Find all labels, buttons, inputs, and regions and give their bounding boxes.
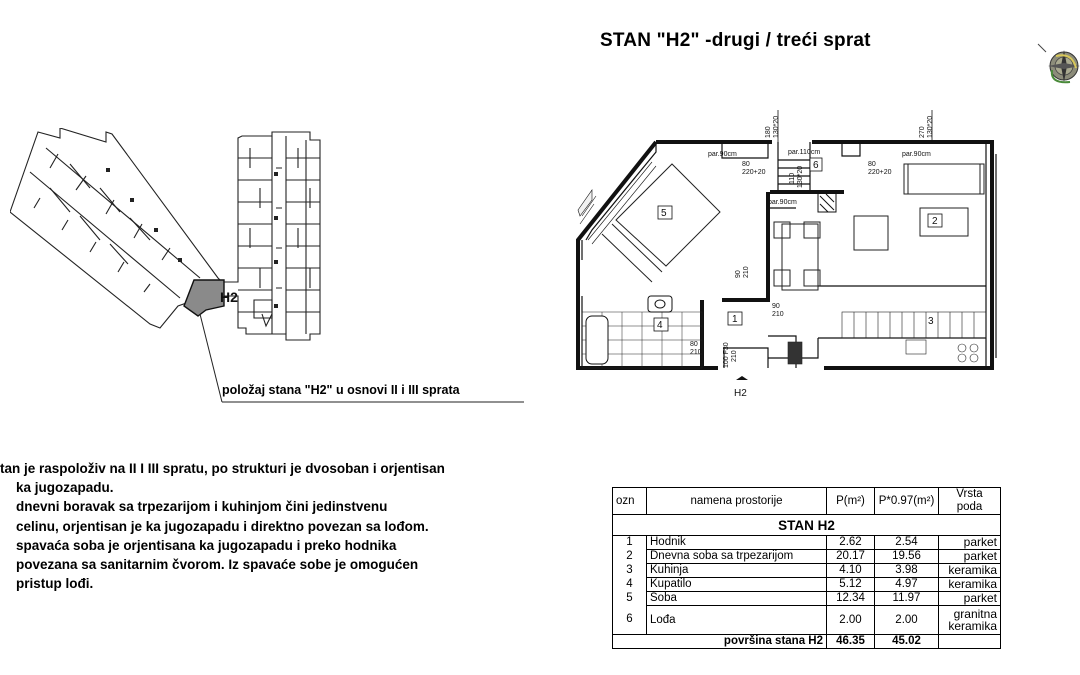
header-room-name: namena prostorije [647, 488, 827, 515]
entry-arrow-icon [736, 376, 748, 380]
dim-label: 210 [690, 349, 702, 356]
cell-area: 2.62 [827, 536, 875, 550]
cell-room-name: Dnevna soba sa trpezarijom [647, 550, 827, 564]
cell-ozn: 2 [613, 550, 647, 564]
cell-area-reduced: 2.00 [875, 606, 939, 635]
table-total-row [613, 635, 1001, 649]
dim-label: 80 [690, 341, 698, 348]
cell-ozn: 1 [613, 536, 647, 550]
total-area-reduced: 45.02 [875, 635, 939, 649]
building-site-plan [10, 128, 330, 358]
table-row [613, 550, 1001, 564]
cell-area: 20.17 [827, 550, 875, 564]
cell-floor-type: parket [939, 592, 1001, 606]
header-ozn: ozn [613, 488, 647, 515]
cell-floor-type [939, 606, 1001, 635]
apartment-h2-highlight [184, 280, 224, 316]
cell-ozn: 4 [613, 578, 647, 592]
cell-floor-type: keramika [939, 578, 1001, 592]
cell-area-reduced: 3.98 [875, 564, 939, 578]
cell-ozn: 6 [613, 606, 647, 635]
dim-label: 220+20 [742, 169, 766, 176]
dim-label: par.90cm [708, 151, 737, 158]
page-title: STAN "H2" -drugi / treći sprat [600, 30, 871, 51]
entry-label: H2 [734, 388, 747, 399]
table-row [613, 592, 1001, 606]
location-caption: položaj stana "H2" u osnovi II i III sprata [222, 383, 460, 397]
cell-area-reduced: 2.54 [875, 536, 939, 550]
room-area-table [612, 487, 1000, 649]
description-line: ka jugozapadu. [16, 480, 114, 496]
dim-label: 100 F30 [723, 342, 730, 368]
room-number-1: 1 [732, 314, 738, 325]
header-area-reduced: P*0.97(m²) [875, 488, 939, 515]
cell-area: 4.10 [827, 564, 875, 578]
cell-area-reduced: 4.97 [875, 578, 939, 592]
dim-label: par.110cm [788, 149, 821, 156]
dim-label: 210 [743, 266, 750, 278]
description-line: povezana sa sanitarnim čvorom. Iz spavaće sobe je omogućen [16, 557, 419, 573]
cell-ozn: 3 [613, 564, 647, 578]
cell-area: 12.34 [827, 592, 875, 606]
table-row [613, 536, 1001, 550]
dim-label: 210 [772, 311, 784, 318]
room-number-4: 4 [657, 320, 663, 331]
cell-floor-type-line: keramika [948, 619, 997, 633]
dim-label: par.90cm [768, 199, 797, 206]
dim-label: 180 [765, 126, 772, 138]
cell-floor-type: parket [939, 536, 1001, 550]
cell-floor-type: parket [939, 550, 1001, 564]
room-number-6: 6 [813, 160, 819, 171]
table-row [613, 578, 1001, 592]
cell-area-reduced: 11.97 [875, 592, 939, 606]
total-label: površina stana H2 [613, 635, 827, 649]
total-area: 46.35 [827, 635, 875, 649]
dim-label: 130*20 [927, 115, 934, 138]
room-number-2: 2 [932, 216, 938, 227]
header-area: P(m²) [827, 488, 875, 515]
dim-label: 90 [772, 303, 780, 310]
dim-label: 80 [868, 161, 876, 168]
description-line: pristup lođi. [16, 576, 94, 592]
dim-label: 220+20 [868, 169, 892, 176]
description-line: tan je raspoloživ na II I III spratu, po strukturi je dvosoban i orjentisan [0, 461, 445, 476]
cell-area-reduced: 19.56 [875, 550, 939, 564]
table-section-title: STAN H2 [613, 515, 1001, 536]
dim-label: 130*20 [797, 165, 804, 188]
cell-area: 2.00 [827, 606, 875, 635]
dim-label: par.90cm [902, 151, 931, 158]
cell-room-name: Kuhinja [647, 564, 827, 578]
cell-room-name: Kupatilo [647, 578, 827, 592]
cell-room-name: Lođa [647, 606, 827, 635]
dim-label: 210 [731, 350, 738, 362]
cell-floor-type: keramika [939, 564, 1001, 578]
dim-label: 90 [735, 270, 742, 278]
cell-area: 5.12 [827, 578, 875, 592]
site-plan-apartment-label: H2 [220, 289, 238, 305]
cell-room-name: Soba [647, 592, 827, 606]
room-number-5: 5 [661, 208, 667, 219]
description-line: celinu, orjentisan je ka jugozapadu i direktno povezan sa lođom. [16, 518, 429, 534]
dim-label: 130*20 [773, 115, 780, 138]
cell-room-name: Hodnik [647, 536, 827, 550]
table-row [613, 606, 1001, 635]
header-floor-type: Vrsta poda [939, 488, 1001, 515]
description-line: dnevni boravak sa trpezarijom i kuhinjom čini jedinstvenu [16, 499, 388, 515]
dim-label: 80 [742, 161, 750, 168]
apartment-description [0, 459, 540, 593]
room-number-3: 3 [928, 316, 934, 327]
description-line: spavaća soba je orjentisana ka jugozapadu i preko hodnika [16, 537, 397, 553]
table-row [613, 564, 1001, 578]
apartment-floor-plan [572, 100, 1042, 400]
dim-label: 270 [919, 126, 926, 138]
cell-ozn: 5 [613, 592, 647, 606]
compass-icon [1036, 38, 1080, 98]
cell-floor-type-line: granitna [953, 607, 997, 621]
dim-label: 110 [789, 172, 796, 184]
